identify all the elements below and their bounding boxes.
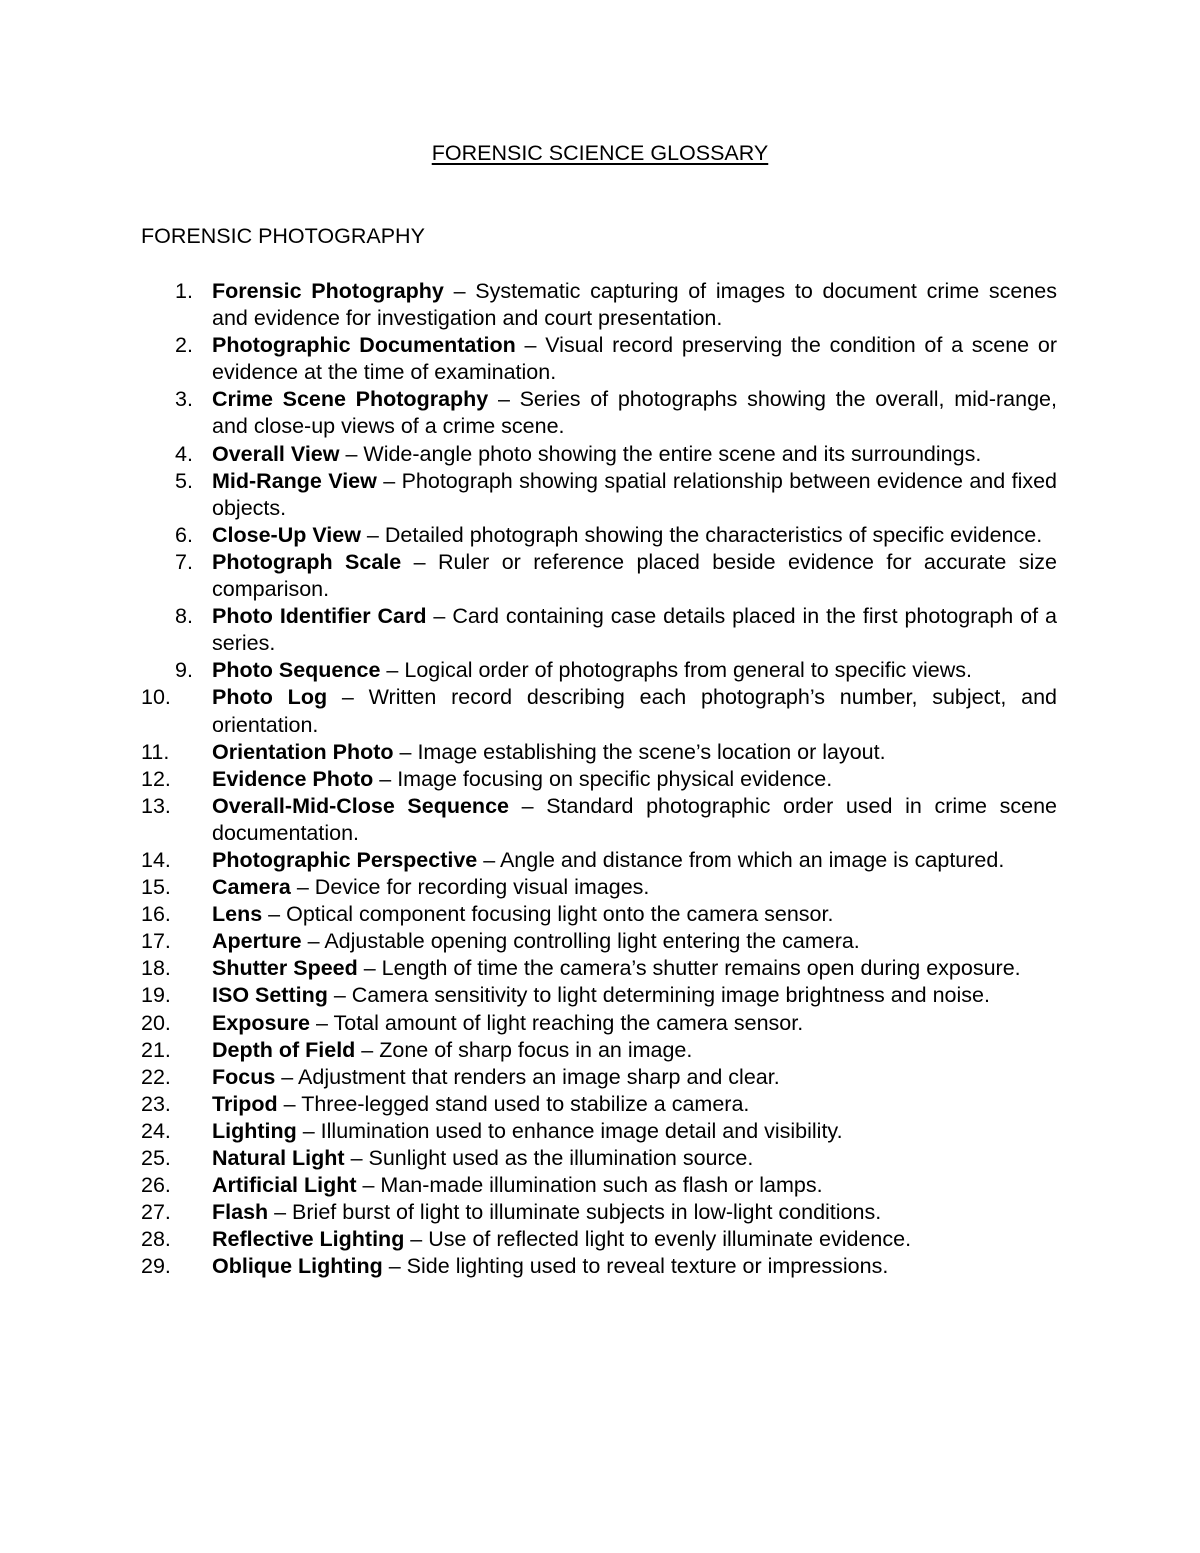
glossary-item: [0, 1226, 1200, 1253]
item-body: [212, 955, 1057, 982]
glossary-definition: – Image establishing the scene’s location or layout.: [393, 739, 886, 764]
glossary-term: Artificial Light: [212, 1173, 357, 1198]
glossary-item: [0, 441, 1200, 468]
glossary-term: Natural Light: [212, 1146, 345, 1170]
glossary-item: [0, 603, 1200, 657]
item-body: [212, 928, 1057, 955]
item-body: [212, 522, 1057, 549]
glossary-term: Forensic Photography: [212, 279, 444, 303]
glossary-item: [0, 874, 1200, 901]
item-body: [212, 684, 1057, 738]
item-body: [212, 386, 1057, 440]
glossary-term: Evidence Photo: [212, 766, 374, 791]
glossary-term: Focus: [212, 1064, 276, 1089]
glossary-definition: – Image focusing on specific physical evidence.: [373, 766, 833, 791]
glossary-term: ISO Setting: [212, 983, 328, 1008]
glossary-item: [0, 1064, 1200, 1091]
item-number: 10.: [141, 685, 171, 710]
glossary-item: [0, 1118, 1200, 1145]
item-body: [212, 1118, 1057, 1145]
glossary-term: Mid-Range View: [212, 468, 377, 493]
glossary-definition: – Use of reflected light to evenly illuminate evidence.: [404, 1227, 912, 1252]
glossary-definition: – Visual record preserving the condition of a scene or evidence at the time of examination.: [212, 333, 1058, 385]
glossary-term: Overall View: [212, 441, 340, 466]
glossary-definition: – Three-legged stand used to stabilize a camera.: [277, 1091, 750, 1116]
item-body: [212, 1091, 1057, 1118]
item-number: 24.: [141, 1118, 171, 1143]
item-number: 23.: [141, 1091, 171, 1116]
glossary-term: Close-Up View: [212, 522, 361, 547]
item-number: 22.: [141, 1064, 171, 1089]
glossary-definition: – Brief burst of light to illuminate subjects in low-light conditions.: [268, 1200, 882, 1225]
glossary-term: Photographic Documentation: [212, 333, 516, 358]
item-number: 4.: [175, 441, 193, 466]
item-number: 29.: [141, 1254, 171, 1279]
item-number: 2.: [175, 333, 193, 358]
item-number: 14.: [141, 847, 171, 872]
document-title: FORENSIC SCIENCE GLOSSARY: [431, 141, 769, 165]
glossary-definition: – Device for recording visual images.: [290, 875, 650, 900]
glossary-term: Aperture: [212, 929, 302, 954]
item-number: 20.: [141, 1010, 171, 1035]
glossary-item: [0, 332, 1200, 386]
item-body: [212, 441, 1057, 468]
glossary-term: Photo Log: [212, 685, 328, 710]
glossary-definition: – Adjustable opening controlling light entering the camera.: [301, 929, 860, 954]
item-number: 11.: [141, 739, 170, 764]
glossary-term: Photo Identifier Card: [212, 604, 427, 629]
glossary-definition: – Systematic capturing of images to document crime scenes and evidence for investigation and court presentation.: [212, 279, 1057, 331]
section-heading: FORENSIC PHOTOGRAPHY: [141, 224, 425, 248]
glossary-item: [0, 928, 1200, 955]
item-body: [212, 549, 1057, 603]
item-number: 21.: [141, 1037, 171, 1062]
glossary-item: [0, 278, 1200, 332]
item-body: [212, 1199, 1057, 1226]
glossary-item: [0, 684, 1200, 738]
glossary-term: Photo Sequence: [212, 658, 381, 683]
item-body: [212, 278, 1057, 332]
item-body: [212, 739, 1057, 766]
item-body: [212, 468, 1057, 522]
glossary-item: [0, 739, 1200, 766]
item-number: 18.: [141, 956, 171, 981]
item-body: [212, 1010, 1057, 1037]
glossary-term: Depth of Field: [212, 1037, 356, 1062]
item-number: 13.: [141, 793, 171, 818]
glossary-definition: – Angle and distance from which an image is captured.: [477, 847, 1005, 872]
glossary-item: [0, 847, 1200, 874]
item-body: [212, 1064, 1057, 1091]
item-body: [212, 1037, 1057, 1064]
glossary-term: Lighting: [212, 1118, 297, 1143]
glossary-term: Overall-Mid-Close Sequence: [212, 793, 509, 818]
glossary-term: Photograph Scale: [212, 549, 402, 574]
glossary-term: Reflective Lighting: [212, 1227, 405, 1252]
glossary-item: [0, 1253, 1200, 1280]
glossary-item: [0, 1010, 1200, 1037]
item-number: 25.: [141, 1146, 171, 1170]
glossary-definition: – Written record describing each photograph’s number, subject, and orientation.: [212, 685, 1057, 737]
item-number: 17.: [141, 929, 171, 954]
glossary-definition: – Illumination used to enhance image detail and visibility.: [296, 1118, 843, 1143]
item-body: [212, 1145, 1057, 1172]
glossary-term: Shutter Speed: [212, 956, 358, 981]
glossary-definition: – Card containing case details placed in the first photograph of a series.: [212, 604, 1057, 656]
glossary-item: [0, 1091, 1200, 1118]
glossary-item: [0, 468, 1200, 522]
glossary-term: Oblique Lighting: [212, 1254, 383, 1279]
item-number: 9.: [175, 658, 193, 683]
glossary-item: [0, 901, 1200, 928]
glossary-term: Crime Scene Photography: [212, 387, 489, 412]
glossary-definition: – Optical component focusing light onto the camera sensor.: [262, 902, 834, 927]
item-number: 15.: [141, 875, 171, 900]
item-number: 19.: [141, 983, 171, 1008]
glossary-definition: – Camera sensitivity to light determining image brightness and noise.: [327, 983, 990, 1008]
item-number: 6.: [175, 522, 193, 547]
glossary-definition: – Total amount of light reaching the camera sensor.: [309, 1010, 804, 1035]
item-number: 7.: [175, 549, 193, 574]
glossary-definition: – Detailed photograph showing the characteristics of specific evidence.: [360, 522, 1043, 547]
glossary-item: [0, 1145, 1200, 1172]
glossary-term: Camera: [212, 875, 291, 900]
glossary-definition: – Zone of sharp focus in an image.: [355, 1037, 693, 1062]
item-number: 27.: [141, 1200, 171, 1225]
item-number: 16.: [141, 902, 171, 927]
glossary-definition: – Ruler or reference placed beside evidence for accurate size comparison.: [212, 549, 1057, 602]
glossary-definition: – Series of photographs showing the overall, mid-range, and close-up views of a crime scene.: [212, 387, 1057, 439]
glossary-definition: – Adjustment that renders an image sharp and clear.: [275, 1064, 780, 1089]
item-body: [212, 1253, 1057, 1280]
item-number: 28.: [141, 1227, 171, 1252]
glossary-definition: – Side lighting used to reveal texture or impressions.: [382, 1254, 889, 1279]
item-body: [212, 657, 1057, 684]
item-number: 12.: [141, 766, 171, 791]
item-body: [212, 603, 1057, 657]
glossary-definition: – Logical order of photographs from general to specific views.: [380, 658, 973, 683]
glossary-definition: – Wide-angle photo showing the entire scene and its surroundings.: [339, 441, 982, 466]
item-body: [212, 901, 1057, 928]
glossary-definition: – Length of time the camera’s shutter remains open during exposure.: [357, 956, 1021, 981]
glossary-item: [0, 766, 1200, 793]
glossary-term: Exposure: [212, 1010, 310, 1035]
item-body: [212, 874, 1057, 901]
item-number: 3.: [175, 387, 193, 412]
glossary-item: [0, 1199, 1200, 1226]
glossary-item: [0, 386, 1200, 440]
item-body: [212, 1172, 1057, 1199]
glossary-item: [0, 982, 1200, 1009]
glossary-item: [0, 793, 1200, 847]
glossary-item: [0, 657, 1200, 684]
glossary-item: [0, 522, 1200, 549]
glossary-item: [0, 549, 1200, 603]
glossary-term: Tripod: [212, 1091, 278, 1116]
item-number: 8.: [175, 604, 193, 629]
glossary-term: Orientation Photo: [212, 739, 394, 764]
item-body: [212, 793, 1057, 847]
item-body: [212, 766, 1057, 793]
item-number: 26.: [141, 1173, 171, 1198]
glossary-definition: – Man-made illumination such as flash or lamps.: [356, 1173, 823, 1198]
item-body: [212, 1226, 1057, 1253]
item-number: 5.: [175, 468, 193, 493]
glossary-definition: – Sunlight used as the illumination source.: [344, 1146, 754, 1170]
glossary-item: [0, 1037, 1200, 1064]
glossary-term: Flash: [212, 1200, 269, 1225]
item-body: [212, 982, 1057, 1009]
glossary-definition: – Photograph showing spatial relationship between evidence and fixed objects.: [212, 468, 1058, 520]
glossary-item: [0, 955, 1200, 982]
item-body: [212, 332, 1057, 386]
glossary-term: Lens: [212, 902, 263, 927]
glossary-definition: – Standard photographic order used in crime scene documentation.: [212, 793, 1058, 845]
item-number: 1.: [175, 279, 193, 303]
item-body: [212, 847, 1057, 874]
glossary-term: Photographic Perspective: [212, 847, 478, 872]
glossary-item: [0, 1172, 1200, 1199]
glossary-list: [0, 278, 1200, 1280]
